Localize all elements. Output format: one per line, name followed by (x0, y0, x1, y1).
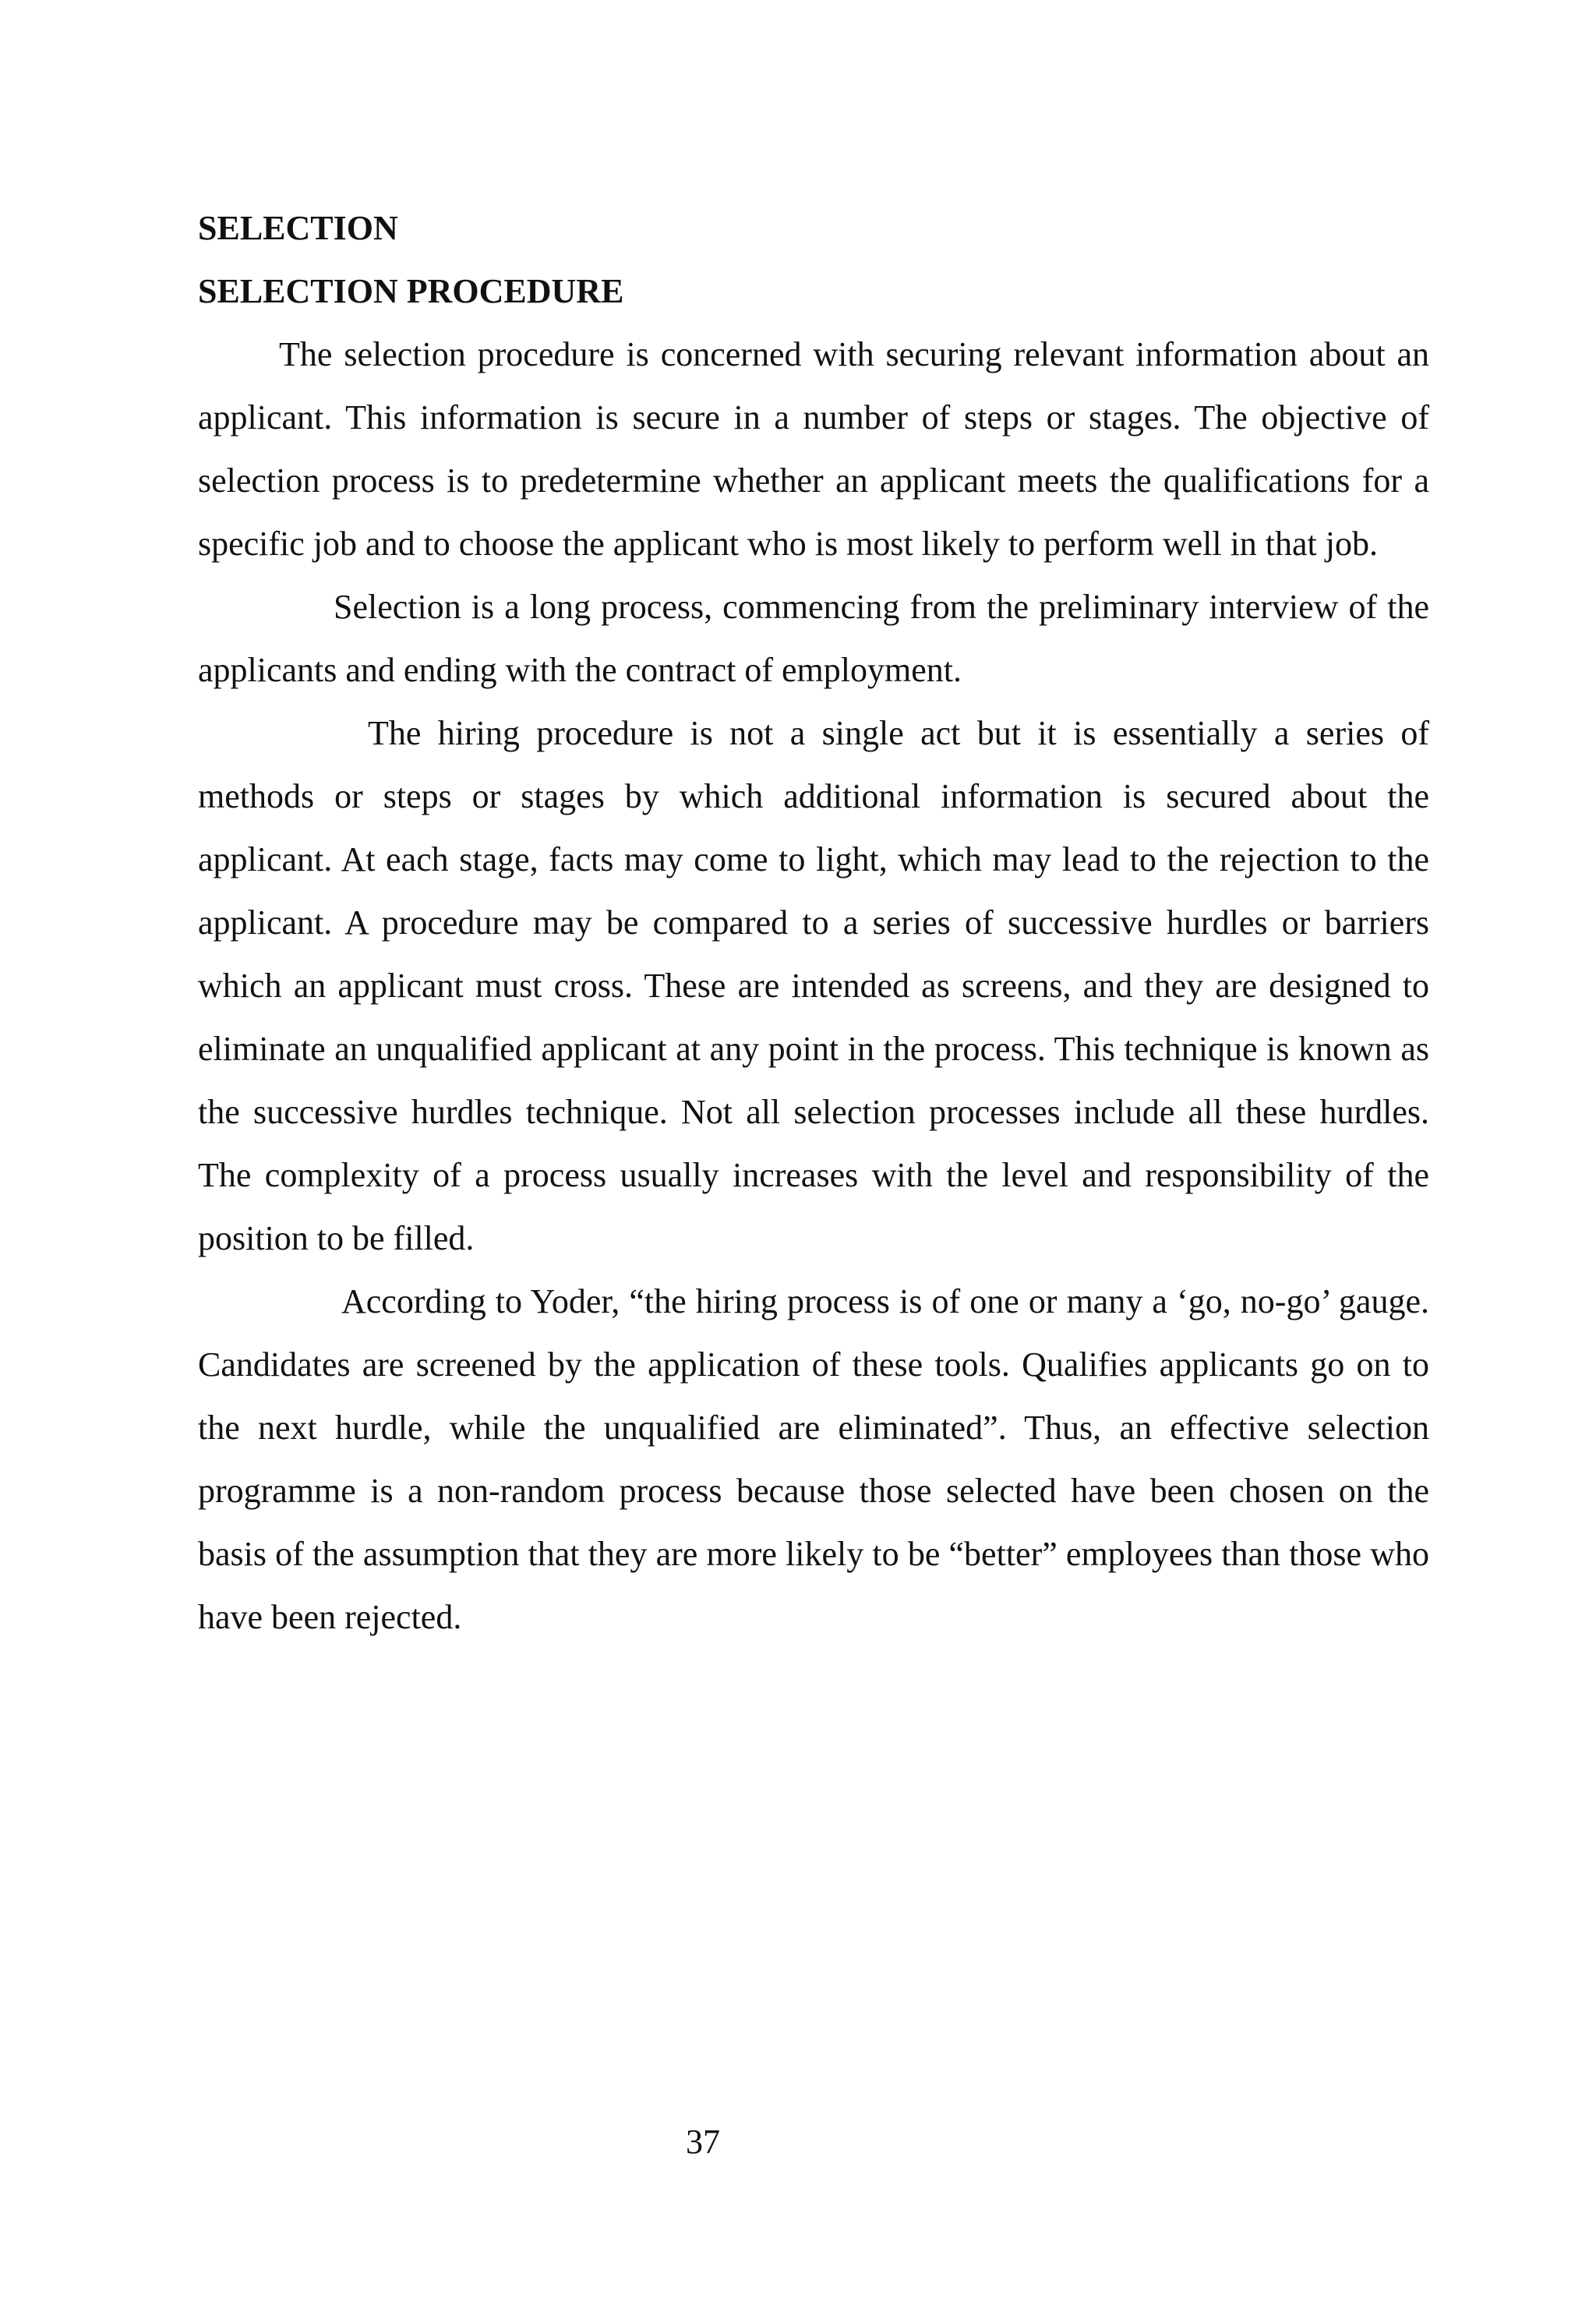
page-content (198, 196, 1429, 1649)
subsection-heading: SELECTION PROCEDURE (198, 272, 624, 310)
page-number: 37 (686, 2123, 720, 2161)
body-paragraph-4: According to Yoder, “the hiring process is of one or many a ‘go, no-go’ gauge. Candidates are screened by the application of these tools. Qualifies applicants go on to the next hurdle, while the unqualified are eliminated”. Thus, an effective selection programme is a non-random process because those selected have been chosen on the basis of the assumption that they are more likely to be “better” employees than those who have been rejected. (198, 1282, 1429, 1636)
body-paragraph-3: The hiring procedure is not a single act but it is essentially a series of methods or steps or stages by which additional information is secured about the applicant. At each stage, facts may come to light, which may lead to the rejection to the applicant. A procedure may be compared to a series of successive hurdles or barriers which an applicant must cross. These are intended as screens, and they are designed to eliminate an unqualified applicant at any point in the process. This technique is known as the successive hurdles technique. Not all selection processes include all these hurdles. The complexity of a process usually increases with the level and responsibility of the position to be filled. (198, 714, 1429, 1257)
section-heading: SELECTION (198, 209, 398, 247)
body-paragraph-2: Selection is a long process, commencing from the preliminary interview of the applicants and ending with the contract of employment. (198, 588, 1429, 689)
body-paragraph-1: The selection procedure is concerned with securing relevant information about an applicant. This information is secure in a number of steps or stages. The objective of selection process is to predetermine whether an applicant meets the qualifications for a specific job and to choose the applicant who is most likely to perform well in that job. (198, 335, 1429, 563)
